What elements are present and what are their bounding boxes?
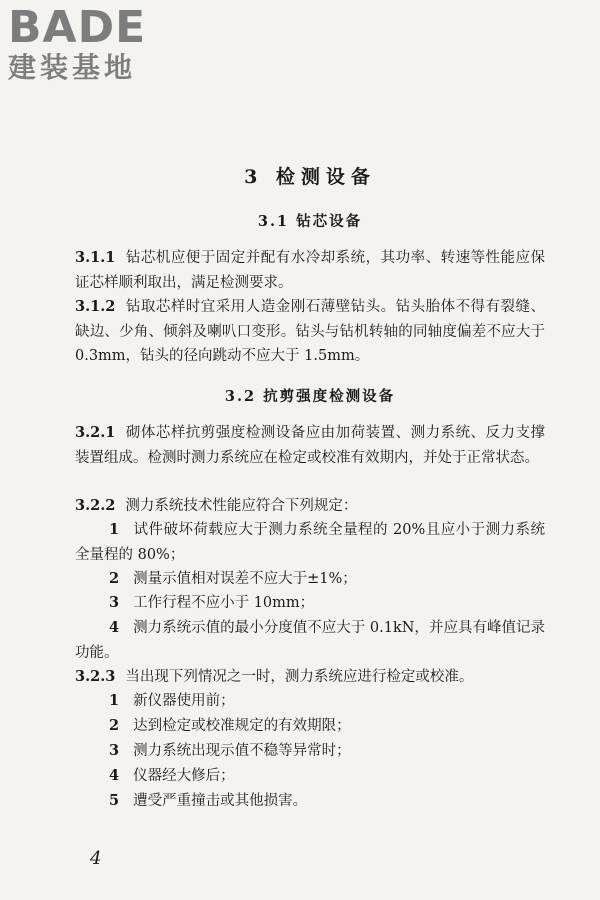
item-text: 测力系统出现示值不稳等异常时；	[133, 743, 351, 759]
item-text: 遭受严重撞击或其他损害。	[133, 793, 308, 809]
list-item-3-2-3-4	[75, 764, 545, 789]
list-item-3-2-2-3	[75, 591, 545, 616]
item-number: 4	[109, 619, 120, 636]
list-item-3-2-3-3	[75, 739, 545, 764]
list-item-3-2-2-1	[75, 518, 545, 567]
clause-number: 3.2.2	[75, 497, 116, 514]
clause-3-2-1	[75, 421, 545, 470]
clause-text: 测力系统技术性能应符合下列规定：	[125, 498, 358, 514]
clause-3-2-2	[75, 494, 545, 519]
clause-3-1-2	[75, 295, 545, 369]
list-item-3-2-3-5	[75, 789, 545, 814]
section-title-3-2: 3.2 抗剪强度检测设备	[224, 388, 396, 405]
item-number: 2	[109, 570, 120, 587]
item-text: 测量示值相对误差不应大于±1%；	[133, 571, 357, 587]
item-text: 测力系统示值的最小分度值不应大于 0.1kN，并应具有峰值记录功能。	[75, 620, 545, 661]
bade-logo	[8, 4, 178, 84]
item-text: 达到检定或校准规定的有效期限；	[133, 718, 351, 734]
logo-latin-text: BADE	[8, 2, 147, 53]
clause-number: 3.2.1	[75, 424, 116, 441]
list-item-3-2-3-2	[75, 714, 545, 739]
list-item-3-2-3-1	[75, 689, 545, 714]
clause-number: 3.1.1	[75, 249, 116, 266]
list-item-3-2-2-2	[75, 567, 545, 592]
clause-text: 当出现下列情况之一时，测力系统应进行检定或校准。	[125, 669, 474, 685]
clause-text: 钻芯机应便于固定并配有水冷却系统，其功率、转速等性能应保证芯样顺利取出，满足检测要求。	[75, 250, 545, 291]
clause-3-1-1	[75, 246, 545, 295]
logo-cjk-text: 建装基地	[8, 51, 137, 84]
clause-text: 砌体芯样抗剪强度检测设备应由加荷装置、测力系统、反力支撑装置组成。检测时测力系统应在检定或校准有效期内，并处于正常状态。	[75, 425, 545, 466]
chapter-title: 3 检测设备	[244, 166, 376, 188]
clause-number: 3.1.2	[75, 298, 116, 315]
item-number: 5	[109, 792, 120, 809]
item-number: 2	[109, 717, 120, 734]
clause-3-2-3	[75, 665, 545, 690]
clause-text: 钻取芯样时宜采用人造金刚石薄壁钻头。钻头胎体不得有裂缝、缺边、少角、倾斜及喇叭口变形。钻头与钻机转轴的同轴度偏差不应大于 0.3mm，钻头的径向跳动不应大于 1.5mm。	[75, 299, 545, 364]
item-text: 工作行程不应小于 10mm；	[133, 595, 315, 611]
item-number: 4	[109, 767, 120, 784]
item-number: 3	[109, 742, 120, 759]
page-number: 4	[90, 848, 102, 869]
item-text: 仪器经大修后；	[133, 768, 235, 784]
list-item-3-2-2-4	[75, 616, 545, 665]
item-number: 1	[109, 521, 120, 538]
item-number: 1	[109, 692, 120, 709]
item-number: 3	[109, 594, 120, 611]
item-text: 试件破坏荷载应大于测力系统全量程的 20%且应小于测力系统全量程的 80%；	[75, 522, 545, 563]
item-text: 新仪器使用前；	[133, 693, 235, 709]
section-title-3-1: 3.1 钻芯设备	[257, 213, 363, 230]
clause-number: 3.2.3	[75, 668, 116, 685]
